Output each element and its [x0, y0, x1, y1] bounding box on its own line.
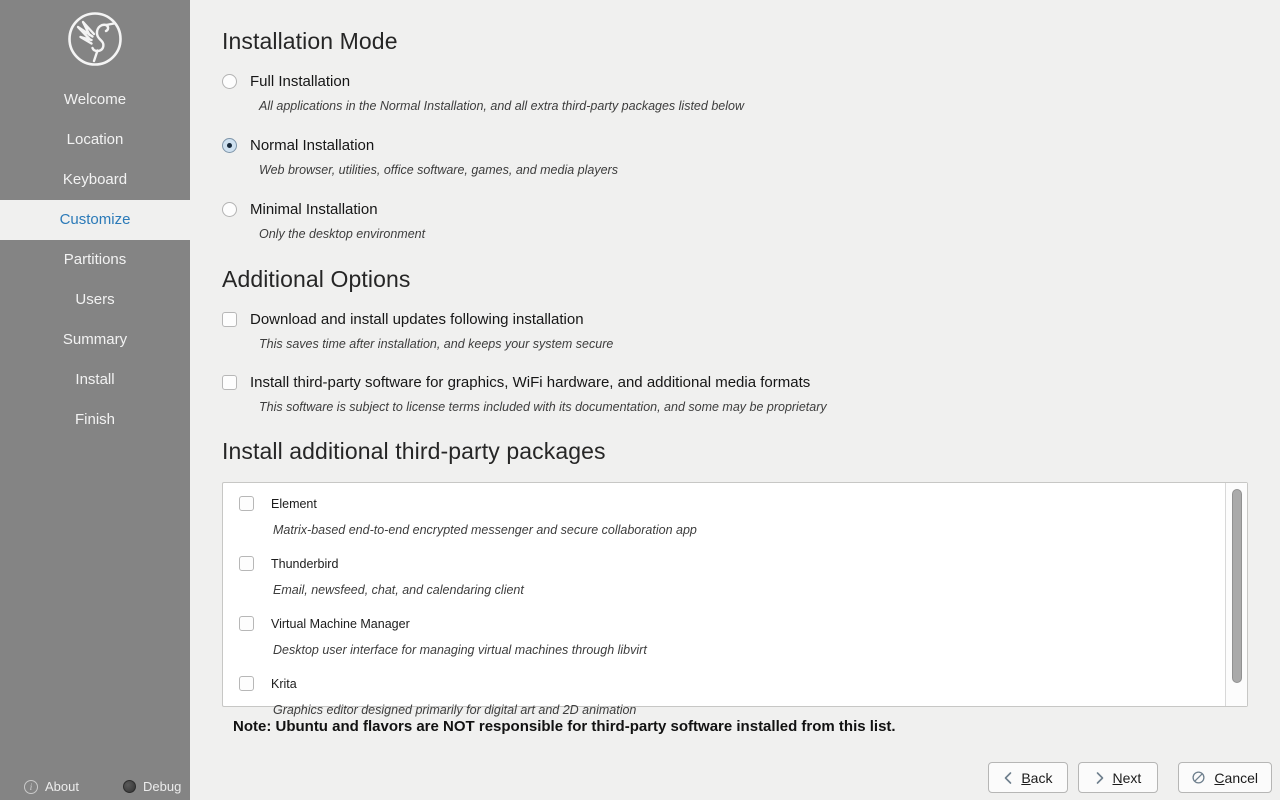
bug-icon	[123, 780, 136, 793]
element-description: Matrix-based end-to-end encrypted messenger and secure collaboration app	[273, 523, 697, 537]
checkbox-icon[interactable]	[239, 676, 254, 691]
packages-scrollbar[interactable]	[1225, 483, 1247, 706]
download-updates-description: This saves time after installation, and keeps your system secure	[259, 337, 614, 351]
radio-unselected-icon[interactable]	[222, 202, 237, 217]
checkbox-krita[interactable]	[239, 676, 1247, 691]
third-party-software-label: Install third-party software for graphics, WiFi hardware, and additional media formats	[250, 374, 811, 391]
sidebar-footer	[24, 779, 181, 794]
package-row-element	[223, 483, 1247, 543]
full-installation-label: Full Installation	[250, 73, 351, 90]
additional-options-section	[222, 266, 1248, 437]
download-updates-label: Download and install updates following installation	[250, 311, 584, 328]
sidebar	[0, 0, 190, 800]
sidebar-item-welcome[interactable]: Welcome	[63, 91, 127, 108]
thunderbird-label: Thunderbird	[271, 556, 339, 571]
virtual-machine-manager-label: Virtual Machine Manager	[271, 616, 410, 631]
normal-installation-description: Web browser, utilities, office software, games, and media players	[259, 163, 618, 177]
scrollbar-thumb[interactable]	[1232, 489, 1242, 683]
about-label: About	[45, 779, 79, 794]
krita-description: Graphics editor designed primarily for digital art and 2D animation	[273, 703, 637, 717]
checkbox-icon[interactable]	[222, 375, 237, 390]
packages-title: Install additional third-party packages	[222, 438, 606, 464]
lubuntu-hummingbird-logo-icon	[0, 10, 190, 68]
normal-installation-label: Normal Installation	[250, 137, 375, 154]
cancel-label: Cancel	[1214, 769, 1258, 786]
full-installation-description: All applications in the Normal Installation, and all extra third-party packages listed below	[259, 99, 744, 113]
packages-list	[222, 482, 1248, 717]
element-label: Element	[271, 496, 317, 511]
sidebar-item-summary[interactable]: Summary	[62, 331, 128, 348]
next-label: Next	[1112, 769, 1142, 786]
sidebar-item-customize[interactable]: Customize	[0, 200, 190, 240]
package-row-krita	[223, 663, 1247, 723]
sidebar-item-users[interactable]: Users	[75, 291, 115, 308]
checkbox-third-party-software[interactable]	[222, 374, 1248, 391]
radio-unselected-icon[interactable]	[222, 74, 237, 89]
customize-page	[190, 0, 1280, 800]
radio-full-installation[interactable]	[222, 73, 1248, 90]
checkbox-icon[interactable]	[222, 312, 237, 327]
sidebar-item-location[interactable]: Location	[66, 131, 124, 148]
radio-minimal-installation[interactable]	[222, 201, 1248, 218]
third-party-note: Note: Ubuntu and flavors are NOT responsible for third-party software installed from this list.	[233, 718, 896, 735]
sidebar-item-partitions[interactable]: Partitions	[63, 251, 127, 268]
back-button[interactable]	[988, 762, 1068, 793]
chevron-left-icon	[1004, 772, 1012, 784]
cancel-button[interactable]	[1178, 762, 1272, 793]
checkbox-icon[interactable]	[239, 616, 254, 631]
debug-button[interactable]	[123, 779, 181, 794]
about-button[interactable]	[24, 779, 79, 794]
checkbox-download-updates[interactable]	[222, 311, 1248, 328]
radio-selected-icon[interactable]	[222, 138, 237, 153]
sidebar-item-keyboard[interactable]: Keyboard	[62, 171, 128, 188]
virtual-machine-manager-description: Desktop user interface for managing virtual machines through libvirt	[273, 643, 647, 657]
debug-label: Debug	[142, 779, 182, 794]
package-row-virtual-machine-manager	[223, 603, 1247, 663]
info-icon: i	[24, 780, 38, 794]
package-row-thunderbird	[223, 543, 1247, 603]
installation-mode-title: Installation Mode	[222, 28, 398, 54]
checkbox-element[interactable]	[239, 496, 1247, 511]
krita-label: Krita	[271, 676, 297, 691]
minimal-installation-label: Minimal Installation	[250, 201, 378, 218]
next-button[interactable]	[1078, 762, 1158, 793]
checkbox-virtual-machine-manager[interactable]	[239, 616, 1247, 631]
chevron-right-icon	[1096, 772, 1104, 784]
checkbox-icon[interactable]	[239, 496, 254, 511]
cancel-icon	[1192, 771, 1205, 784]
checkbox-icon[interactable]	[239, 556, 254, 571]
wizard-buttons	[988, 762, 1272, 793]
third-party-software-description: This software is subject to license terms included with its documentation, and some may be proprietary	[259, 400, 827, 414]
step-list	[0, 80, 190, 440]
thunderbird-description: Email, newsfeed, chat, and calendaring client	[273, 583, 524, 597]
installation-mode-section	[222, 28, 1248, 265]
minimal-installation-description: Only the desktop environment	[259, 227, 426, 241]
sidebar-item-finish[interactable]: Finish	[74, 411, 115, 428]
packages-section-title	[222, 438, 1248, 465]
sidebar-item-install[interactable]: Install	[75, 371, 115, 388]
radio-normal-installation[interactable]	[222, 137, 1248, 154]
additional-options-title: Additional Options	[222, 266, 411, 292]
checkbox-thunderbird[interactable]	[239, 556, 1247, 571]
back-label: Back	[1021, 769, 1053, 786]
